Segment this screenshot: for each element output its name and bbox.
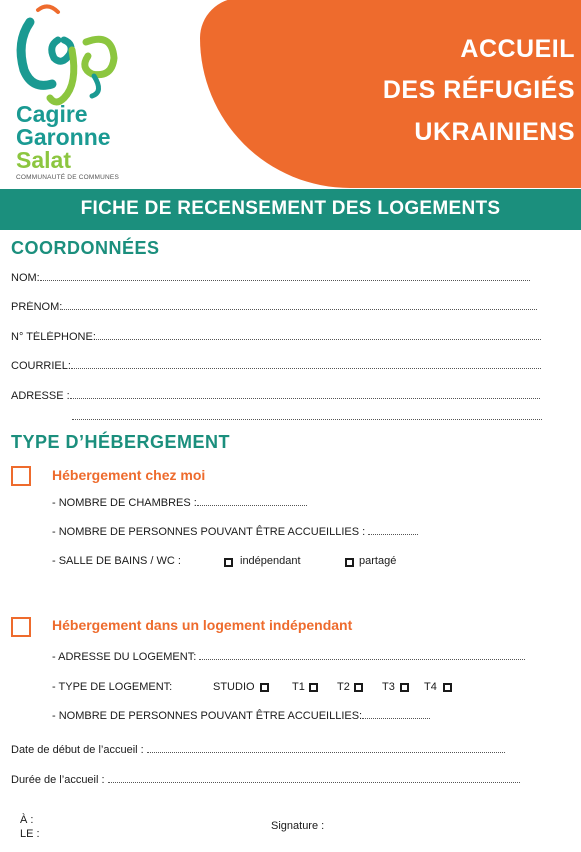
field-adresse-line-2[interactable] — [72, 419, 542, 420]
label-sdb-partage: partagé — [359, 555, 397, 567]
field-line — [62, 309, 537, 310]
checkbox-type-t1[interactable] — [309, 683, 318, 692]
field-label-personnes: - NOMBRE DE PERSONNES POUVANT ÊTRE ACCUEILLIES : — [52, 526, 366, 538]
checkbox-sdb-independant[interactable] — [224, 558, 233, 567]
option-title-chez-moi: Hébergement chez moi — [52, 467, 206, 483]
field-date-debut[interactable] — [11, 744, 548, 756]
field-duree[interactable] — [11, 774, 548, 786]
field-type-logement — [52, 681, 172, 693]
field-signature[interactable]: Signature : — [271, 820, 325, 832]
field-personnes-chez-moi[interactable] — [52, 526, 418, 538]
banner — [0, 189, 581, 230]
field-salle-de-bains — [52, 555, 181, 567]
checkbox-sdb-partage[interactable] — [345, 558, 354, 567]
field-adresse-logement[interactable] — [52, 651, 525, 663]
field-label-nom: NOM: — [11, 272, 40, 284]
field-line — [108, 782, 520, 783]
field-label-adresse: ADRESSE : — [11, 390, 70, 402]
option-title-logement-independant: Hébergement dans un logement indépendant — [52, 617, 353, 633]
field-nom[interactable] — [11, 272, 548, 284]
title-line-3: UKRAINIENS — [414, 118, 575, 146]
field-lieu[interactable]: À : — [20, 814, 34, 826]
checkbox-logement-independant[interactable] — [11, 617, 31, 637]
title-line-1: ACCUEIL — [460, 35, 575, 63]
field-line — [96, 339, 541, 340]
section-heading-hebergement: TYPE D’HÉBERGEMENT — [11, 432, 231, 452]
field-label-duree: Durée de l’accueil : — [11, 774, 105, 786]
logo-text-garonne: Garonne — [16, 124, 111, 150]
field-label-personnes-logement: - NOMBRE DE PERSONNES POUVANT ÊTRE ACCUEILLIES: — [52, 710, 363, 722]
logo-subtitle: COMMUNAUTÉ DE COMMUNES — [16, 174, 119, 181]
field-label-courriel: COURRIEL: — [11, 360, 71, 372]
checkbox-type-t3[interactable] — [400, 683, 409, 692]
checkbox-type-t2[interactable] — [354, 683, 363, 692]
field-line — [199, 659, 525, 660]
field-line — [368, 534, 418, 535]
field-telephone[interactable] — [11, 331, 548, 343]
title-line-2: DES RÉFUGIÉS — [382, 76, 575, 104]
logo-text-cagire: Cagire — [16, 101, 88, 127]
label-sdb-independant: indépendant — [240, 555, 301, 567]
label-type-t3: T3 — [382, 681, 395, 693]
checkbox-type-t4[interactable] — [443, 683, 452, 692]
label-type-studio: STUDIO — [213, 681, 255, 693]
label-type-t2: T2 — [337, 681, 350, 693]
field-label-telephone: N° TÉLÉPHONE: — [11, 331, 96, 343]
field-line — [71, 368, 541, 369]
field-label-adresse-logement: - ADRESSE DU LOGEMENT: — [52, 651, 197, 663]
section-heading-coordonnees: COORDONNÉES — [11, 238, 160, 258]
field-courriel[interactable] — [11, 360, 548, 372]
field-label-date-debut: Date de début de l’accueil : — [11, 744, 144, 756]
field-label-type-logement: - TYPE DE LOGEMENT: — [52, 681, 173, 693]
field-line — [197, 505, 307, 506]
field-line — [147, 752, 505, 753]
field-prenom[interactable] — [11, 301, 548, 313]
banner-title: FICHE DE RECENSEMENT DES LOGEMENTS — [80, 198, 501, 219]
label-type-t4: T4 — [424, 681, 437, 693]
field-nombre-chambres[interactable] — [52, 497, 307, 509]
field-adresse[interactable] — [11, 390, 548, 402]
field-line — [70, 398, 540, 399]
field-label-salle-de-bains: - SALLE DE BAINS / WC : — [52, 555, 181, 567]
field-line — [40, 280, 530, 281]
field-label-chambres: - NOMBRE DE CHAMBRES : — [52, 497, 197, 509]
label-type-t1: T1 — [292, 681, 305, 693]
field-label-prenom: PRÉNOM: — [11, 301, 63, 313]
field-line — [362, 718, 430, 719]
checkbox-type-studio[interactable] — [260, 683, 269, 692]
logo-text-salat: Salat — [16, 147, 71, 173]
field-date[interactable]: LE : — [20, 828, 40, 840]
field-personnes-logement[interactable] — [52, 710, 430, 722]
checkbox-hebergement-chez-moi[interactable] — [11, 466, 31, 486]
